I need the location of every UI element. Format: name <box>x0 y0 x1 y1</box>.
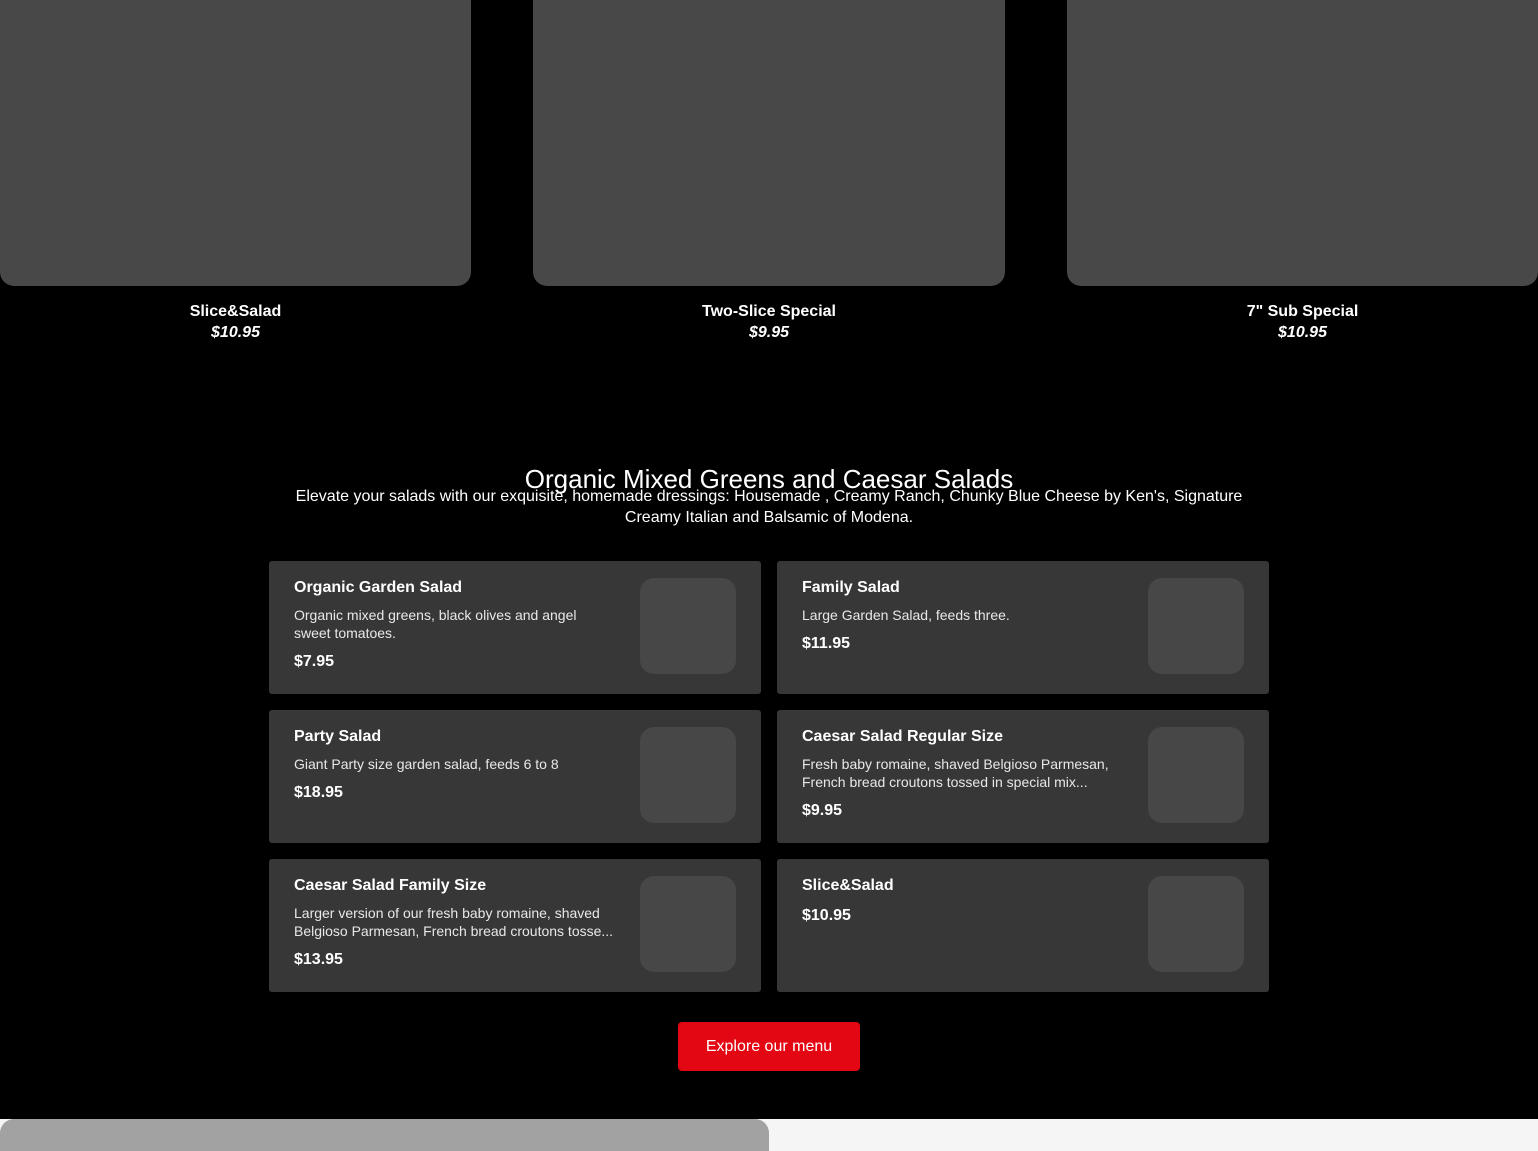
menu-item-price: $9.95 <box>802 802 843 819</box>
menu-items-grid <box>269 561 1269 992</box>
menu-item-price: $13.95 <box>294 951 343 968</box>
menu-item-price: $10.95 <box>802 907 851 924</box>
menu-item-thumbnail <box>640 727 736 823</box>
menu-item-description: Organic mixed greens, black olives and angel sweet tomatoes. <box>294 607 577 641</box>
menu-item-name: Slice&Salad <box>802 877 894 894</box>
special-title: 7" Sub Special <box>1246 303 1359 320</box>
next-section-image <box>0 1119 769 1151</box>
explore-menu-button[interactable]: Explore our menu <box>678 1022 860 1071</box>
special-card-sub[interactable] <box>1067 0 1538 344</box>
special-price: $9.95 <box>748 324 790 341</box>
menu-item-card[interactable] <box>777 859 1269 992</box>
special-card-two-slice[interactable] <box>533 0 1005 344</box>
menu-item-card[interactable] <box>777 561 1269 694</box>
menu-item-card[interactable] <box>269 859 761 992</box>
menu-item-price: $11.95 <box>802 635 851 652</box>
menu-item-name: Party Salad <box>294 728 382 745</box>
menu-item-name: Family Salad <box>802 579 900 596</box>
section-title: Organic Mixed Greens and Caesar Salads <box>524 463 1014 494</box>
special-card-slice-salad[interactable] <box>0 0 471 344</box>
menu-item-thumbnail <box>640 578 736 674</box>
menu-item-description: Large Garden Salad, feeds three. <box>802 607 1010 623</box>
menu-item-price: $18.95 <box>294 784 343 801</box>
menu-item-name: Caesar Salad Regular Size <box>802 728 1003 745</box>
menu-item-description: Larger version of our fresh baby romaine, shaved Belgioso Parmesan, French bread croutons tosse... <box>294 905 614 939</box>
menu-item-description: Giant Party size garden salad, feeds 6 to 8 <box>294 756 559 772</box>
menu-item-name: Organic Garden Salad <box>294 579 463 596</box>
menu-item-thumbnail <box>1148 727 1244 823</box>
menu-item-thumbnail <box>1148 578 1244 674</box>
special-price: $10.95 <box>211 324 260 341</box>
special-image[interactable] <box>1067 0 1538 286</box>
special-title: Slice&Salad <box>189 303 282 320</box>
menu-item-card[interactable] <box>269 710 761 843</box>
menu-item-thumbnail <box>1148 876 1244 972</box>
special-title: Two-Slice Special <box>702 303 836 320</box>
menu-item-price: $7.95 <box>294 653 335 670</box>
menu-item-description: Fresh baby romaine, shaved Belgioso Parmesan, French bread croutons tossed in special mix... <box>802 756 1109 790</box>
menu-item-card[interactable] <box>269 561 761 694</box>
menu-item-thumbnail <box>640 876 736 972</box>
special-image[interactable] <box>0 0 471 286</box>
menu-item-name: Caesar Salad Family Size <box>294 877 487 894</box>
special-image[interactable] <box>533 0 1005 286</box>
menu-item-card[interactable] <box>777 710 1269 843</box>
special-price: $10.95 <box>1278 324 1327 341</box>
section-description: Elevate your salads with our exquisite, homemade dressings: Housemade , Creamy Ranch, Chunky Blue Cheese by Ken's, Signature Creamy Italian and Balsamic of Modena. <box>295 488 1243 526</box>
